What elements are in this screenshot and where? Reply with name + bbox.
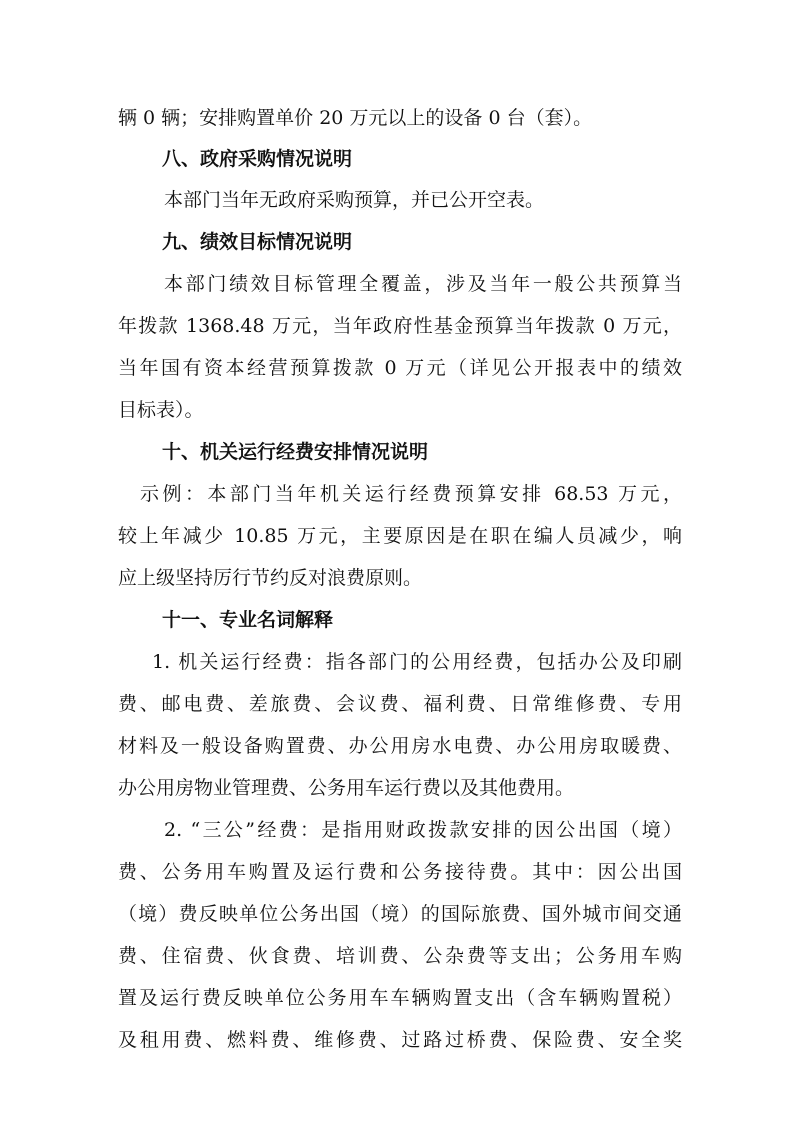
list-item-line: 办公用房物业管理费、公务用车运行费以及其他费用。 (118, 777, 575, 799)
section-heading-performance-goals: 九、绩效目标情况说明 (162, 231, 353, 253)
section-heading-operating-expenses: 十、机关运行经费安排情况说明 (162, 441, 429, 463)
list-item-line: 费、公务用车购置及运行费和公务接待费。其中：因公出国 (118, 861, 682, 883)
section-heading-government-procurement: 八、政府采购情况说明 (162, 148, 353, 170)
paragraph-line: 年拨款 1368.48 万元，当年政府性基金预算当年拨款 0 万元， (118, 315, 682, 337)
list-item-line: 1. 机关运行经费：指各部门的公用经费，包括办公及印刷 (152, 651, 682, 673)
list-item-line: 2. “三公”经费：是指用财政拨款安排的因公出国（境） (164, 819, 682, 841)
list-item-line: （境）费反映单位公务出国（境）的国际旅费、国外城市间交通 (118, 903, 682, 925)
paragraph-line: 较上年减少 10.85 万元，主要原因是在职在编人员减少，响 (118, 525, 682, 547)
list-item-line: 费、住宿费、伙食费、培训费、公杂费等支出；公务用车购 (118, 945, 682, 967)
paragraph-line: 应上级坚持厉行节约反对浪费原则。 (118, 567, 423, 589)
list-item-line: 材料及一般设备购置费、办公用房水电费、办公用房取暖费、 (118, 735, 682, 757)
paragraph-line: 本部门绩效目标管理全覆盖，涉及当年一般公共预算当 (164, 273, 682, 295)
paragraph-line: 当年国有资本经营预算拨款 0 万元（详见公开报表中的绩效 (118, 357, 682, 379)
paragraph-line: 示例：本部门当年机关运行经费预算安排 68.53 万元， (140, 483, 682, 505)
paragraph-line: 辆 0 辆；安排购置单价 20 万元以上的设备 0 台（套）。 (118, 107, 593, 129)
list-item-line: 费、邮电费、差旅费、会议费、福利费、日常维修费、专用 (118, 693, 682, 715)
section-heading-terminology: 十一、专业名词解释 (162, 609, 334, 631)
paragraph-line: 目标表）。 (118, 399, 204, 421)
list-item-line: 及租用费、燃料费、维修费、过路过桥费、保险费、安全奖 (118, 1029, 682, 1051)
paragraph-line: 本部门当年无政府采购预算，并已公开空表。 (164, 189, 545, 211)
list-item-line: 置及运行费反映单位公务用车车辆购置支出（含车辆购置税） (118, 987, 682, 1009)
